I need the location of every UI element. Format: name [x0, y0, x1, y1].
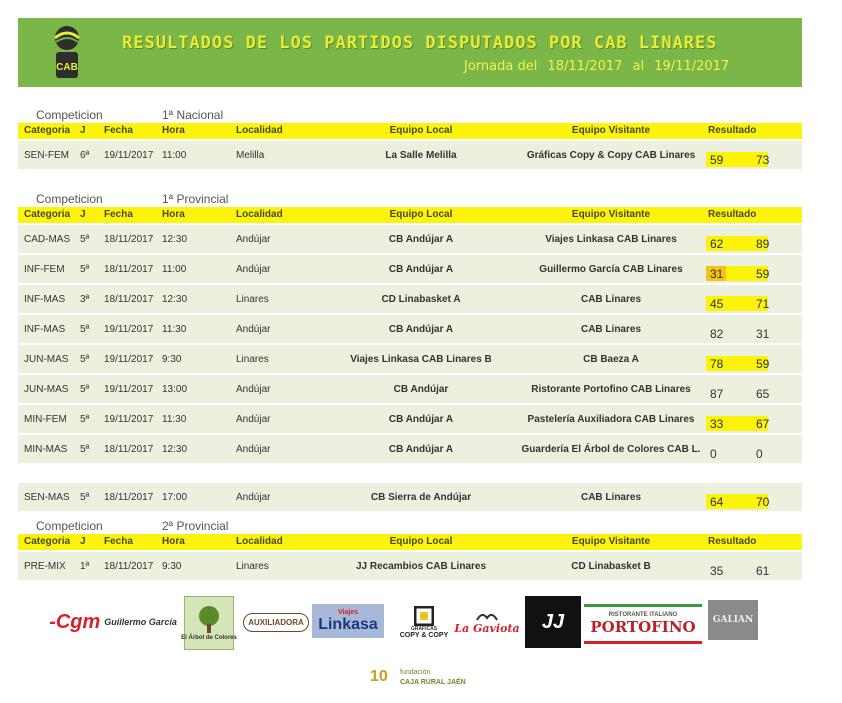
cell-localidad: Andújar — [236, 324, 271, 335]
cell-fecha: 18/11/2017 — [104, 561, 154, 572]
cell-categoria: PRE-MIX — [24, 561, 66, 572]
cell-equipo-visitante: CAB Linares — [580, 294, 641, 305]
header-categoria: Categoria — [24, 536, 71, 547]
cell-score-local: 33 — [710, 417, 724, 431]
cell-fecha: 18/11/2017 — [104, 294, 154, 305]
competition-section — [18, 519, 802, 580]
cell-score-local: 78 — [710, 357, 724, 371]
cell-equipo-local: La Salle Melilla — [385, 150, 457, 161]
cell-fecha: 19/11/2017 — [104, 354, 154, 365]
cell-hora: 12:30 — [162, 234, 188, 245]
cell-fecha: 18/11/2017 — [104, 234, 154, 245]
cell-score-local: 35 — [710, 564, 724, 578]
cell-hora: 12:30 — [162, 294, 188, 305]
sponsor-linkasa: Viajes Linkasa — [312, 604, 384, 638]
cell-jornada: 5ª — [80, 492, 90, 503]
cell-equipo-local: CB Andújar A — [388, 444, 454, 455]
cell-equipo-local: CB Andújar A — [388, 264, 454, 275]
table-row — [18, 483, 802, 511]
cell-equipo-visitante: CAB Linares — [580, 492, 641, 503]
cell-localidad: Linares — [236, 294, 269, 305]
competition-label: Competicion — [36, 192, 103, 206]
cell-hora: 11:00 — [162, 264, 187, 275]
header-localidad: Localidad — [236, 536, 283, 547]
cell-jornada: 5ª — [80, 354, 90, 365]
title-banner — [18, 18, 802, 87]
table-row — [18, 435, 802, 463]
header-resultado: Resultado — [708, 536, 757, 547]
cell-score-visitante: 71 — [756, 297, 770, 311]
cell-equipo-visitante: Ristorante Portofino CAB Linares — [531, 384, 691, 395]
header-fecha: Fecha — [104, 209, 133, 220]
cell-jornada: 5ª — [80, 444, 90, 455]
cell-score-visitante: 70 — [756, 495, 770, 509]
table-row — [18, 141, 802, 169]
cell-score-visitante: 31 — [756, 327, 770, 341]
sponsor-portofino: RISTORANTE ITALIANO PORTOFINO — [584, 604, 702, 644]
header-fecha: Fecha — [104, 125, 133, 136]
cell-hora: 11:30 — [162, 324, 187, 335]
sponsor-jj-recambios: JJ — [525, 596, 581, 648]
cell-equipo-visitante: CB Baeza A — [583, 354, 639, 365]
cell-score-local: 59 — [710, 153, 724, 167]
cell-fecha: 18/11/2017 — [104, 444, 154, 455]
cell-equipo-visitante: CD Linabasket B — [571, 561, 651, 572]
cell-hora: 13:00 — [162, 384, 188, 395]
table-row — [18, 375, 802, 403]
table-row — [18, 315, 802, 343]
cell-fecha: 18/11/2017 — [104, 264, 154, 275]
cell-jornada: 5ª — [80, 264, 90, 275]
tree-icon — [194, 605, 224, 635]
cell-categoria: INF-FEM — [24, 264, 65, 275]
cell-jornada: 5ª — [80, 234, 90, 245]
cell-localidad: Linares — [236, 354, 269, 365]
competition-section — [18, 192, 802, 511]
cell-equipo-visitante: Gráficas Copy & Copy CAB Linares — [526, 150, 696, 161]
cell-score-local: 64 — [710, 495, 724, 509]
table-row — [18, 405, 802, 433]
competition-line — [18, 519, 802, 534]
cell-score-local: 45 — [710, 297, 724, 311]
cell-equipo-local: JJ Recambios CAB Linares — [355, 561, 487, 572]
competition-line — [18, 108, 802, 123]
competition-name: 1ª Nacional — [162, 108, 224, 122]
svg-text:CAB: CAB — [56, 62, 78, 73]
cell-localidad: Melilla — [236, 150, 265, 161]
table-row — [18, 255, 802, 283]
cell-categoria: INF-MAS — [24, 294, 66, 305]
header-hora: Hora — [162, 209, 185, 220]
cell-localidad: Andújar — [236, 414, 271, 425]
cell-jornada: 5ª — [80, 414, 90, 425]
header-j: J — [80, 125, 86, 136]
cell-jornada: 3ª — [80, 294, 90, 305]
competition-label: Competicion — [36, 519, 103, 533]
cell-hora: 9:30 — [162, 354, 182, 365]
cell-jornada: 6ª — [80, 150, 90, 161]
cell-hora: 9:30 — [162, 561, 182, 572]
cell-score-local: 31 — [710, 267, 724, 281]
cab-logo-icon — [50, 24, 84, 82]
competition-name: 2ª Provincial — [162, 519, 229, 533]
cell-equipo-visitante: CAB Linares — [580, 324, 641, 335]
competition-name: 1ª Provincial — [162, 192, 229, 206]
header-hora: Hora — [162, 125, 185, 136]
header-resultado: Resultado — [708, 125, 757, 136]
cell-fecha: 19/11/2017 — [104, 414, 154, 425]
jornada-dates: Jornada del 18/11/2017 al 19/11/2017 — [464, 59, 730, 74]
cell-equipo-local: CB Andújar A — [388, 234, 454, 245]
cell-equipo-local: CB Andújar A — [388, 324, 454, 335]
cell-categoria: SEN-FEM — [24, 150, 69, 161]
page-title: RESULTADOS DE LOS PARTIDOS DISPUTADOS POR CAB LINARES — [122, 33, 718, 53]
header-visitante: Equipo Visitante — [571, 536, 651, 547]
cell-fecha: 19/11/2017 — [104, 150, 154, 161]
header-fecha: Fecha — [104, 536, 133, 547]
cell-localidad: Andújar — [236, 384, 271, 395]
header-visitante: Equipo Visitante — [571, 125, 651, 136]
sponsor-auxiliadora: AUXILIADORA — [245, 596, 307, 648]
header-j: J — [80, 536, 86, 547]
cell-categoria: JUN-MAS — [24, 354, 69, 365]
cell-hora: 17:00 — [162, 492, 188, 503]
cell-score-visitante: 65 — [756, 387, 770, 401]
cell-score-visitante: 0 — [756, 447, 763, 461]
cell-jornada: 5ª — [80, 324, 90, 335]
cell-localidad: Andújar — [236, 234, 271, 245]
fundacion-caja-rural-logo: 10 fundación CAJA RURAL JAÉN — [370, 668, 466, 686]
cell-jornada: 5ª — [80, 384, 90, 395]
sponsor-copy-copy: GRÁFICAS COPY & COPY — [396, 596, 452, 648]
cell-equipo-visitante: Guardería El Árbol de Colores CAB L. — [521, 444, 701, 455]
cell-score-local: 0 — [710, 447, 717, 461]
sponsor-la-gaviota: La Gaviota — [458, 596, 516, 648]
cell-equipo-local: Viajes Linkasa CAB Linares B — [350, 354, 492, 365]
cell-hora: 11:30 — [162, 414, 187, 425]
seagull-icon — [476, 610, 498, 622]
table-header — [18, 534, 802, 550]
cell-localidad: Andújar — [236, 492, 271, 503]
header-local: Equipo Local — [389, 125, 453, 136]
cell-localidad: Andújar — [236, 264, 271, 275]
cell-categoria: MIN-MAS — [24, 444, 68, 455]
header-j: J — [80, 209, 86, 220]
cell-jornada: 1ª — [80, 561, 90, 572]
table-row — [18, 345, 802, 373]
header-resultado: Resultado — [708, 209, 757, 220]
cell-equipo-local: CD Linabasket A — [381, 294, 461, 305]
cell-score-visitante: 89 — [756, 237, 770, 251]
cell-score-local: 87 — [710, 387, 724, 401]
cell-score-local: 82 — [710, 327, 724, 341]
cell-fecha: 19/11/2017 — [104, 324, 154, 335]
table-header — [18, 207, 802, 223]
table-row — [18, 552, 802, 580]
cell-equipo-visitante: Guillermo García CAB Linares — [539, 264, 683, 275]
cell-categoria: MIN-FEM — [24, 414, 67, 425]
cell-score-visitante: 59 — [756, 357, 770, 371]
cell-equipo-visitante: Pastelería Auxiliadora CAB Linares — [527, 414, 695, 425]
cell-hora: 11:00 — [162, 150, 187, 161]
cell-categoria: SEN-MAS — [24, 492, 70, 503]
cell-score-visitante: 67 — [756, 417, 770, 431]
cell-fecha: 19/11/2017 — [104, 384, 154, 395]
cell-categoria: INF-MAS — [24, 324, 66, 335]
header-local: Equipo Local — [389, 209, 453, 220]
header-visitante: Equipo Visitante — [571, 209, 651, 220]
cell-localidad: Linares — [236, 561, 269, 572]
competition-line — [18, 192, 802, 207]
cell-equipo-local: CB Andújar — [393, 384, 449, 395]
header-local: Equipo Local — [389, 536, 453, 547]
cell-fecha: 18/11/2017 — [104, 492, 154, 503]
cell-hora: 12:30 — [162, 444, 188, 455]
cell-equipo-visitante: Viajes Linkasa CAB Linares — [545, 234, 677, 245]
sponsor-strip — [0, 596, 842, 656]
cell-equipo-local: CB Sierra de Andújar — [370, 492, 472, 503]
header-categoria: Categoria — [24, 209, 71, 220]
cell-equipo-local: CB Andújar A — [388, 414, 454, 425]
cell-score-local: 62 — [710, 237, 724, 251]
cell-localidad: Andújar — [236, 444, 271, 455]
header-hora: Hora — [162, 536, 185, 547]
table-header — [18, 123, 802, 139]
sponsor-galian: GALIAN — [708, 600, 758, 640]
cell-categoria: JUN-MAS — [24, 384, 69, 395]
cell-categoria: CAD-MAS — [24, 234, 71, 245]
competition-label: Competicion — [36, 108, 103, 122]
header-localidad: Localidad — [236, 209, 283, 220]
header-categoria: Categoria — [24, 125, 71, 136]
copy-logo-icon — [414, 606, 434, 626]
table-row — [18, 285, 802, 313]
sponsor-arbol-colores: El Árbol de Colores — [184, 596, 234, 650]
competition-section — [18, 108, 802, 169]
cell-score-visitante: 61 — [756, 564, 770, 578]
cell-score-visitante: 73 — [756, 153, 770, 167]
table-row — [18, 225, 802, 253]
cell-score-visitante: 59 — [756, 267, 770, 281]
header-localidad: Localidad — [236, 125, 283, 136]
sponsor-guillermo-garcia: -Cgm Guillermo García — [49, 610, 177, 633]
